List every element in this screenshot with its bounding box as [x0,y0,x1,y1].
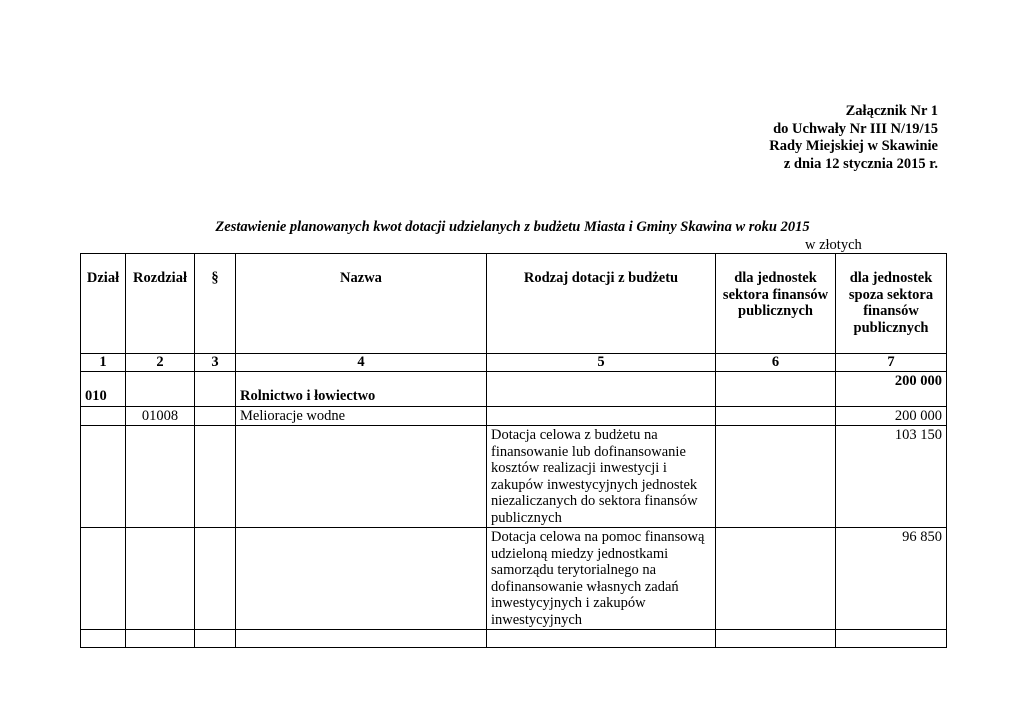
dzial-row [81,371,947,406]
column-number-row [81,354,947,372]
column-number: 7 [836,354,947,372]
column-number: 2 [126,354,195,372]
empty-cell [716,426,836,528]
table-row [81,426,947,528]
empty-cell [236,426,487,528]
dotacja-type: Dotacja celowa z budżetu na finansowanie lub dofinansowanie kosztów realizacji inwestycji i zakupów inwestycyjnych jednostek niezaliczanych do sektora finansów publicznych [487,426,716,528]
empty-cell [81,630,126,648]
empty-cell [195,406,236,426]
empty-cell [81,426,126,528]
empty-cell [487,371,716,406]
table-header-row [81,254,947,354]
column-number: 5 [487,354,716,372]
empty-cell [195,528,236,630]
dzial-name: Rolnictwo i łowiectwo [236,371,487,406]
empty-cell [81,528,126,630]
empty-cell [126,630,195,648]
document-title: Zestawienie planowanych kwot dotacji udzielanych z budżetu Miasta i Gminy Skawina w roku 2015 [215,219,810,235]
dotacja-type: Dotacja celowa na pomoc finansową udzieloną miedzy jednostkami samorządu terytorialnego na dofinansowanie własnych zadań inwestycyjnych i zakupów inwestycyjnych [487,528,716,630]
dotacja-amount: 96 850 [836,528,947,630]
header-rozdzial: Rozdział [126,254,195,354]
column-number: 4 [236,354,487,372]
empty-cell [716,630,836,648]
rozdzial-code: 01008 [126,406,195,426]
rozdzial-row [81,406,947,426]
council-name: Rady Miejskiej w Skawinie [769,138,938,154]
header-nazwa: Nazwa [236,254,487,354]
dzial-amount: 200 000 [836,371,947,406]
empty-cell [236,528,487,630]
header-spoza-sektora: dla jednostek spoza sektora finansów publicznych [836,254,947,354]
header-paragraph: § [195,254,236,354]
table-row [81,528,947,630]
header-sektor-publiczny: dla jednostek sektora finansów publicznych [716,254,836,354]
empty-cell [195,630,236,648]
empty-cell [487,630,716,648]
resolution-date: z dnia 12 stycznia 2015 r. [783,155,938,172]
empty-cell [716,406,836,426]
column-number: 6 [716,354,836,372]
header-dzial: Dział [81,254,126,354]
column-number: 3 [195,354,236,372]
dotacja-amount: 103 150 [836,426,947,528]
subsidy-table [80,253,947,648]
currency-unit: w złotych [805,237,862,253]
attachment-header [769,103,938,173]
empty-cell [836,630,947,648]
empty-cell [716,528,836,630]
dzial-code: 010 [81,371,126,406]
empty-cell [126,528,195,630]
empty-cell [195,371,236,406]
empty-cell [487,406,716,426]
empty-cell [236,630,487,648]
resolution-number: do Uchwały Nr III N/19/15 [773,120,938,137]
empty-cell [126,371,195,406]
empty-cell [195,426,236,528]
rozdzial-name: Melioracje wodne [236,406,487,426]
empty-row [81,630,947,648]
empty-cell [126,426,195,528]
column-number: 1 [81,354,126,372]
attachment-number: Załącznik Nr 1 [845,103,938,119]
rozdzial-amount: 200 000 [836,406,947,426]
header-rodzaj-dotacji: Rodzaj dotacji z budżetu [487,254,716,354]
empty-cell [716,371,836,406]
empty-cell [81,406,126,426]
